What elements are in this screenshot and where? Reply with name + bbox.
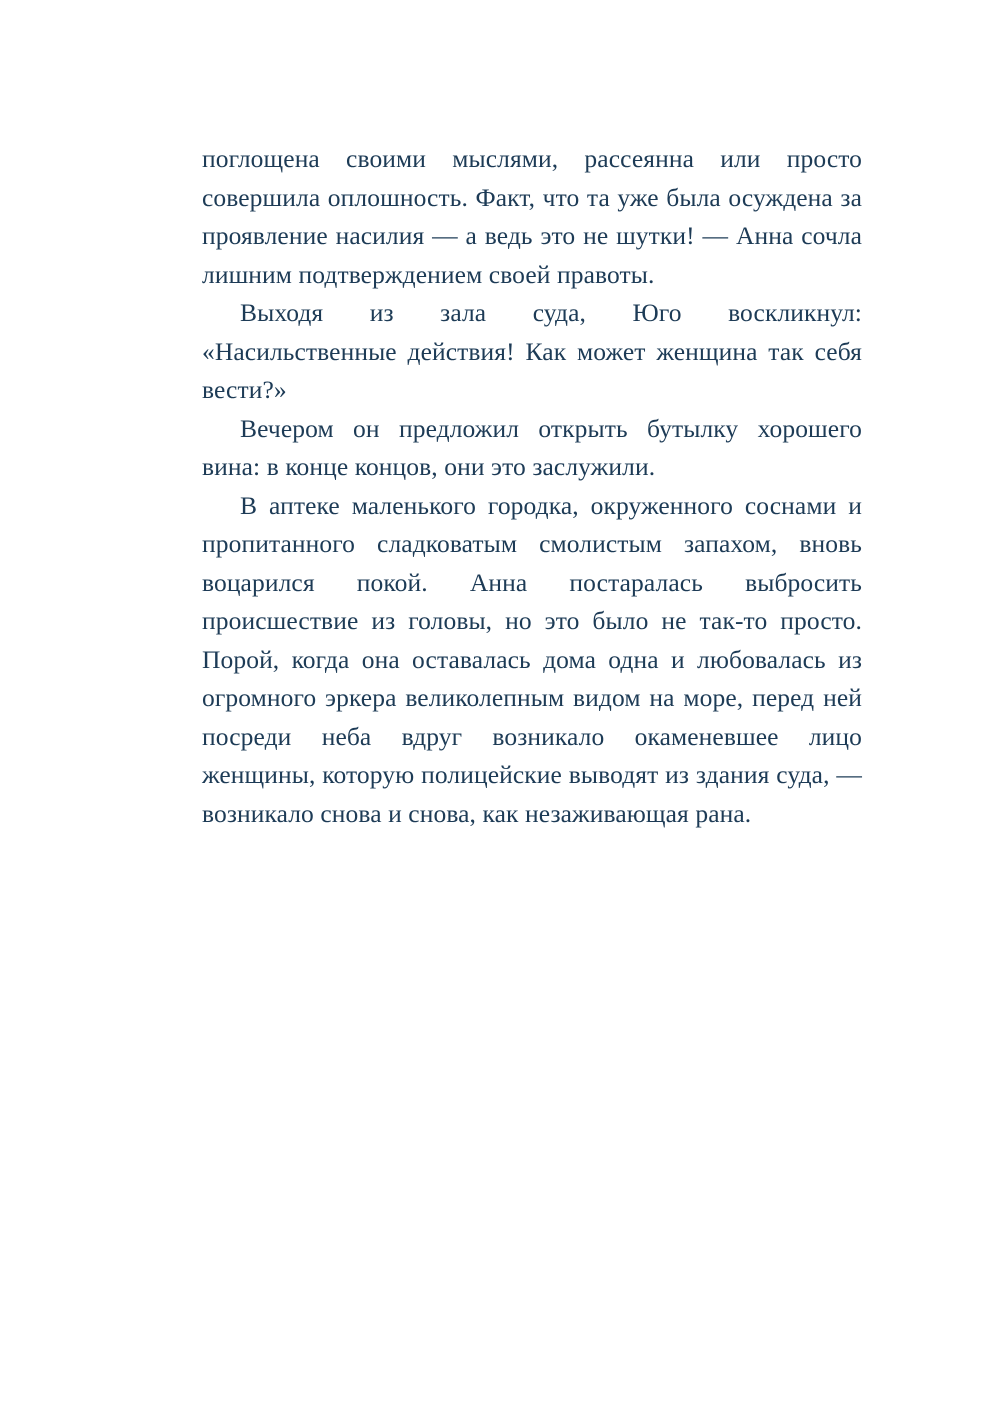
page-text-block [202, 140, 862, 833]
paragraph: Выходя из зала суда, Юго воскликнул: «Насильственные действия! Как может женщина так себя вести?» [202, 298, 862, 404]
paragraph: Вечером он предложил открыть бутылку хорошего вина: в конце концов, они это заслужили. [202, 413, 862, 481]
paragraph: В аптеке маленького городка, окруженного соснами и пропитанного сладковатым смолистым запахом, вновь воцарился покой. Анна постаралась выбросить происшествие из головы, но это было не так-то просто. Порой, когда она оставалась дома одна и любовалась из огромного эркера великолепным видом на море, перед ней посреди неба вдруг возникало окаменевшее лицо женщины, которую полицейские выводят из здания суда, — возникало снова и снова, как незаживающая рана. [202, 490, 862, 828]
paragraph-continuation: поглощена своими мыслями, рассеянна или просто совершила оплошность. Факт, что та уже была осуждена за проявление насилия — а ведь это не шутки! — Анна сочла лишним подтверждением своей правоты. [202, 144, 862, 289]
